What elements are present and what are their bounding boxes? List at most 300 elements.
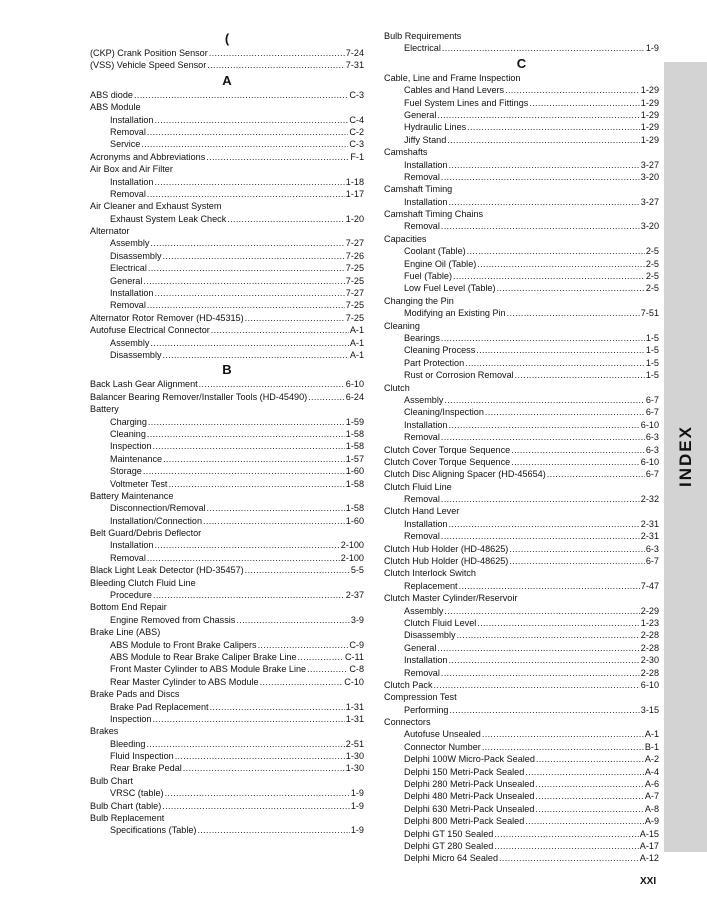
index-heading (384, 716, 659, 728)
dot-leader (168, 478, 344, 490)
dot-leader (153, 589, 345, 601)
index-page-ref: 1-58 (345, 478, 364, 489)
index-subentry (384, 753, 659, 765)
index-entry-label: Rear Master Cylinder to ABS Module (110, 676, 259, 687)
dot-leader (459, 580, 640, 592)
dot-leader (207, 59, 345, 71)
dot-leader (535, 803, 643, 815)
dot-leader (477, 258, 645, 270)
dot-leader (183, 762, 345, 774)
index-subentry (384, 617, 659, 629)
dot-leader (449, 704, 639, 716)
index-page-ref: A-12 (639, 853, 659, 864)
index-entry-label: Delphi 800 Metri-Pack Sealed (404, 816, 525, 827)
index-page-ref: A-17 (639, 841, 659, 851)
dot-leader (209, 47, 345, 59)
index-entry-label: VRSC (table) (110, 788, 164, 799)
index-subentry (384, 307, 659, 319)
index-section-letter: ( (224, 31, 230, 46)
index-page-ref: 6-3 (645, 432, 659, 443)
dot-leader (441, 220, 640, 232)
index-entry (90, 59, 364, 71)
index-subentry (384, 828, 659, 840)
index-entry-label: Capacities (384, 233, 427, 244)
index-entry-label: Coolant (Table) (404, 246, 466, 257)
index-subentry (384, 97, 659, 109)
index-page-ref: 1-29 (640, 97, 659, 108)
index-subentry (384, 196, 659, 208)
index-entry-label: Procedure (110, 590, 152, 601)
index-subentry (384, 84, 659, 96)
index-entry-label: Removal (404, 171, 440, 182)
index-entry-label: Brakes (90, 726, 119, 737)
index-entry-label: Delphi Micro 64 Sealed (404, 853, 499, 864)
index-subentry (384, 654, 659, 666)
index-subentry (384, 42, 659, 54)
dot-leader (236, 614, 349, 626)
index-subentry (384, 121, 659, 133)
index-side-tab (664, 62, 707, 852)
index-subentry (90, 502, 364, 514)
index-page-ref: A-1 (644, 729, 659, 740)
index-subentry (90, 416, 364, 428)
index-page-ref: 1-5 (645, 345, 659, 356)
dot-leader (154, 287, 344, 299)
index-entry-label: Bearings (404, 332, 440, 343)
index-subentry (90, 126, 364, 138)
index-page-ref: A-6 (644, 779, 659, 790)
index-column-right (384, 30, 659, 865)
index-entry-label: Alternator (90, 226, 130, 237)
index-entry (90, 89, 364, 101)
index-entry-label: ABS Module (90, 102, 141, 113)
dot-leader (515, 369, 645, 381)
index-subentry (384, 344, 659, 356)
dot-leader (203, 515, 345, 527)
dot-leader (437, 642, 639, 654)
index-page-ref: 2-32 (640, 494, 659, 505)
dot-leader (307, 663, 348, 675)
dot-leader (134, 89, 348, 101)
index-entry (384, 444, 659, 456)
dot-leader (141, 138, 348, 150)
index-entry-label: Front Master Cylinder to ABS Module Brake Line (110, 664, 307, 675)
index-heading (90, 577, 364, 589)
index-subentry (384, 493, 659, 505)
index-subentry (384, 741, 659, 753)
index-page-ref: 1-58 (345, 428, 364, 439)
index-page-ref: 6-10 (640, 679, 659, 690)
dot-leader (146, 738, 344, 750)
index-entry-label: Removal (110, 126, 146, 137)
dot-leader (152, 713, 344, 725)
dot-leader (147, 428, 345, 440)
index-entry-label: Removal (110, 300, 146, 311)
index-entry-label: Inspection (110, 441, 152, 452)
index-entry-label: Clutch Hand Lever (384, 506, 460, 517)
index-entry-label: Alternator Rotor Remover (HD-45315) (90, 312, 244, 323)
dot-leader (206, 151, 349, 163)
index-page-ref: 1-30 (345, 751, 364, 762)
index-entry-label: Installation (110, 288, 154, 299)
index-subentry (90, 250, 364, 262)
index-page-ref: 1-9 (645, 43, 659, 54)
index-entry-label: General (404, 109, 437, 120)
index-page-ref: C-10 (344, 676, 364, 687)
dot-leader (467, 121, 640, 133)
index-entry-label: (CKP) Crank Position Sensor (90, 48, 208, 58)
index-subentry (90, 188, 364, 200)
index-heading (90, 688, 364, 700)
index-section-letter: A (222, 72, 232, 88)
index-subentry (90, 299, 364, 311)
dot-leader (482, 728, 644, 740)
dot-leader (497, 282, 645, 294)
index-subentry (90, 713, 364, 725)
index-entry-label: Cleaning (110, 428, 146, 439)
index-page-ref: C-4 (349, 114, 364, 125)
index-subentry (90, 762, 364, 774)
index-entry-label: Storage (110, 466, 142, 477)
index-entry-label: Clutch Master Cylinder/Reservoir (384, 593, 518, 604)
index-entry-label: Clutch Cover Torque Sequence (384, 444, 511, 455)
index-page-ref: 3-20 (640, 171, 659, 182)
index-page-ref: 6-7 (645, 394, 659, 405)
index-subentry (90, 676, 364, 688)
dot-leader (444, 394, 644, 406)
index-entry-label: Installation (404, 655, 448, 666)
dot-leader (147, 552, 340, 564)
index-entry-label: Removal (110, 552, 146, 563)
index-subentry (90, 614, 364, 626)
index-entry-label: Cleaning (384, 320, 420, 331)
index-page-ref: 1-29 (640, 134, 659, 145)
index-entry-label: Engine Removed from Chassis (110, 614, 236, 625)
index-subentry (90, 275, 364, 287)
index-heading (384, 208, 659, 220)
index-page-ref: C-2 (349, 126, 364, 137)
dot-leader (154, 539, 339, 551)
index-entry-label: Delphi 480 Metri-Pack Unsealed (404, 791, 535, 802)
index-entry-label: Bulb Chart (table) (90, 800, 162, 811)
index-page-ref: 2-28 (640, 642, 659, 653)
index-subentry (90, 262, 364, 274)
index-entry-label: Electrical (404, 43, 441, 54)
index-entry-label: Bulb Replacement (90, 813, 165, 824)
index-entry-label: Installation (110, 114, 154, 125)
index-entry-label: Delphi 150 Metri-Pack Sealed (404, 766, 525, 777)
index-entry-label: Rust or Corrosion Removal (404, 370, 514, 381)
index-page-ref: A-9 (644, 816, 659, 827)
dot-leader (482, 741, 644, 753)
index-entry (384, 555, 659, 567)
dot-leader (148, 262, 345, 274)
index-entry-label: Delphi GT 280 Sealed (404, 841, 494, 851)
index-page-ref: 7-25 (345, 300, 364, 311)
index-page-ref: 1-58 (345, 441, 364, 452)
index-entry (384, 543, 659, 555)
dot-leader (147, 188, 345, 200)
index-page-ref: 2-100 (340, 540, 364, 551)
index-page-ref: 6-10 (640, 456, 659, 467)
index-section-letter: B (222, 362, 232, 378)
index-entry-label: Hydraulic Lines (404, 122, 467, 133)
index-entry (90, 391, 364, 403)
dot-leader (509, 555, 645, 567)
index-subentry (384, 134, 659, 146)
dot-leader (210, 701, 345, 713)
index-page-ref: 1-57 (345, 453, 364, 464)
index-entry-label: Installation (404, 196, 448, 207)
index-subentry (384, 220, 659, 232)
index-entry-label: Assembly (110, 238, 150, 249)
index-subentry (90, 552, 364, 564)
index-subentry (90, 824, 364, 836)
dot-leader (447, 134, 640, 146)
dot-leader (448, 196, 639, 208)
index-entry-label: Modifying an Existing Pin (404, 308, 506, 319)
index-heading (90, 725, 364, 737)
index-page-ref: 3-20 (640, 221, 659, 232)
index-page-ref: C-9 (349, 639, 364, 650)
index-entry-label: Brake Pad Replacement (110, 701, 209, 712)
index-page-ref: 1-29 (640, 109, 659, 120)
index-entry (90, 324, 364, 336)
index-subentry (90, 176, 364, 188)
index-page-ref: 7-31 (345, 60, 364, 71)
dot-leader (227, 213, 345, 225)
index-subentry (90, 750, 364, 762)
index-page-ref: 2-31 (640, 518, 659, 529)
index-page-ref: A-2 (644, 754, 659, 765)
index-page-ref: 6-7 (645, 407, 659, 418)
index-page-ref: 2-5 (645, 246, 659, 257)
index-subentry (90, 440, 364, 452)
index-entry (90, 151, 364, 163)
dot-leader (143, 275, 344, 287)
index-heading (384, 146, 659, 158)
index-subentry (384, 171, 659, 183)
index-heading (384, 320, 659, 332)
dot-leader (211, 324, 349, 336)
dot-leader (465, 357, 645, 369)
index-entry-label: Installation (404, 159, 448, 170)
index-page-ref: 2-100 (340, 552, 364, 563)
dot-leader (507, 307, 640, 319)
index-page-ref: 2-28 (640, 667, 659, 678)
dot-leader (511, 456, 640, 468)
index-subentry (90, 515, 364, 527)
index-entry-label: Assembly (404, 605, 444, 616)
index-entry-label: Compression Test (384, 692, 457, 703)
index-entry-label: Camshaft Timing Chains (384, 209, 484, 220)
index-page-ref: 2-5 (645, 271, 659, 282)
index-entry-label: Performing (404, 704, 449, 715)
index-page-ref: A-8 (644, 803, 659, 814)
index-page-ref: A-4 (644, 766, 659, 777)
index-entry-label: Battery (90, 404, 119, 415)
dot-leader (547, 468, 645, 480)
index-page-ref: 1-31 (345, 701, 364, 712)
index-entry-label: Autofuse Electrical Connector (90, 325, 210, 336)
index-page-ref: 5-5 (350, 565, 364, 576)
dot-leader (143, 465, 345, 477)
index-subentry (384, 704, 659, 716)
dot-leader (476, 344, 645, 356)
index-page-ref: 6-24 (345, 391, 364, 402)
index-subentry (384, 667, 659, 679)
index-subentry (90, 349, 364, 361)
index-page-ref: 1-31 (345, 713, 364, 724)
index-page-ref: 7-24 (345, 48, 364, 58)
dot-leader (163, 250, 345, 262)
index-heading (90, 812, 364, 824)
index-entry-label: Installation (404, 518, 448, 529)
index-page-ref: 7-25 (345, 263, 364, 274)
index-entry-label: Air Cleaner and Exhaust System (90, 201, 222, 212)
index-page-ref: 6-10 (640, 419, 659, 430)
index-heading (384, 233, 659, 245)
index-entry-label: Battery Maintenance (90, 490, 174, 501)
index-entry-label: Part Protection (404, 357, 465, 368)
dot-leader (485, 406, 645, 418)
index-page-ref: 2-28 (640, 630, 659, 641)
index-entry-label: Charging (110, 416, 147, 427)
index-entry-label: Assembly (110, 337, 150, 348)
index-subentry (384, 840, 659, 852)
index-heading (90, 101, 364, 113)
dot-leader (434, 679, 640, 691)
index-entry-label: Electrical (110, 263, 147, 274)
index-page-ref: 3-9 (350, 614, 364, 625)
index-entry-label: General (110, 275, 143, 286)
index-subentry (384, 642, 659, 654)
index-entry (90, 800, 364, 812)
dot-leader (245, 564, 350, 576)
index-entry-label: ABS diode (90, 89, 133, 100)
index-page-ref: 7-47 (640, 580, 659, 591)
index-entry-label: Delphi 630 Metri-Pack Unsealed (404, 803, 535, 814)
dot-leader (441, 431, 645, 443)
index-page-ref: 1-5 (645, 357, 659, 368)
index-entry-label: Cables and Hand Levers (404, 85, 505, 96)
dot-leader (536, 753, 644, 765)
index-entry-label: Clutch (384, 382, 410, 393)
index-subentry (90, 428, 364, 440)
dot-leader (163, 453, 345, 465)
dot-leader (525, 766, 644, 778)
index-page-ref: C-8 (349, 664, 364, 675)
index-heading (384, 183, 659, 195)
index-subentry (90, 738, 364, 750)
index-page-ref: 2-29 (640, 605, 659, 616)
index-page-ref: 1-18 (345, 176, 364, 187)
index-page-ref: 1-20 (345, 213, 364, 224)
index-heading (384, 481, 659, 493)
dot-leader (529, 97, 639, 109)
index-entry-label: Delphi 280 Metri-Pack Unsealed (404, 779, 535, 790)
index-page-ref: C-3 (349, 139, 364, 150)
index-heading (90, 626, 364, 638)
index-subentry (384, 270, 659, 282)
index-subentry (90, 663, 364, 675)
index-entry-label: Disassembly (110, 349, 162, 360)
index-heading (90, 601, 364, 613)
index-entry-label: ABS Module to Front Brake Calipers (110, 639, 257, 650)
index-column-left (90, 30, 364, 837)
index-entry-label: Cleaning/Inspection (404, 407, 484, 418)
index-entry-label: Bulb Chart (90, 775, 133, 786)
index-subentry (90, 213, 364, 225)
index-subentry (90, 651, 364, 663)
index-entry-label: Replacement (404, 580, 458, 591)
dot-leader (154, 114, 348, 126)
index-subentry (384, 580, 659, 592)
dot-leader (199, 378, 345, 390)
index-subentry (384, 629, 659, 641)
index-subentry (90, 287, 364, 299)
index-subentry (384, 605, 659, 617)
index-entry-label: Cable, Line and Frame Inspection (384, 72, 521, 83)
index-subentry (384, 815, 659, 827)
index-entry (90, 378, 364, 390)
index-entry-label: Disconnection/Removal (110, 503, 206, 514)
index-heading (90, 403, 364, 415)
index-page-ref: 7-25 (345, 275, 364, 286)
index-page-ref: 2-5 (645, 283, 659, 294)
dot-leader (150, 337, 348, 349)
index-subentry (384, 357, 659, 369)
dot-leader (448, 654, 639, 666)
dot-leader (441, 332, 645, 344)
index-entry-label: Disassembly (110, 250, 162, 261)
index-heading (384, 295, 659, 307)
index-entry (384, 468, 659, 480)
index-subentry (384, 419, 659, 431)
index-entry-label: Assembly (404, 394, 444, 405)
index-subentry (90, 337, 364, 349)
index-subentry (90, 701, 364, 713)
index-entry-label: (VSS) Vehicle Speed Sensor (90, 60, 207, 71)
index-entry-label: Balancer Bearing Remover/Installer Tools (HD-45490) (90, 391, 308, 402)
index-entry-label: Clutch Hub Holder (HD-48625) (384, 543, 509, 554)
index-entry-label: Clutch Fluid Line (384, 481, 452, 492)
index-page-ref: 1-59 (345, 416, 364, 427)
index-entry-label: Autofuse Unsealed (404, 729, 481, 740)
index-entry-label: Installation (404, 419, 448, 430)
index-subentry (384, 518, 659, 530)
index-page-ref: 1-9 (350, 788, 364, 799)
index-subentry (384, 728, 659, 740)
index-page-ref: A-15 (639, 828, 659, 839)
dot-leader (448, 419, 639, 431)
dot-leader (441, 171, 640, 183)
index-page-ref: 1-5 (645, 370, 659, 381)
index-page-ref: 1-23 (640, 617, 659, 628)
index-subentry (384, 766, 659, 778)
page-number: XXI (640, 876, 657, 887)
index-page-ref: A-7 (644, 791, 659, 802)
dot-leader (441, 493, 640, 505)
index-entry-label: Acronyms and Abbreviations (90, 151, 206, 162)
index-subentry (384, 245, 659, 257)
index-entry (90, 564, 364, 576)
index-heading (90, 200, 364, 212)
dot-leader (477, 617, 640, 629)
index-page-ref: 6-10 (345, 379, 364, 390)
index-page-ref: 1-9 (350, 800, 364, 811)
index-subentry (384, 406, 659, 418)
